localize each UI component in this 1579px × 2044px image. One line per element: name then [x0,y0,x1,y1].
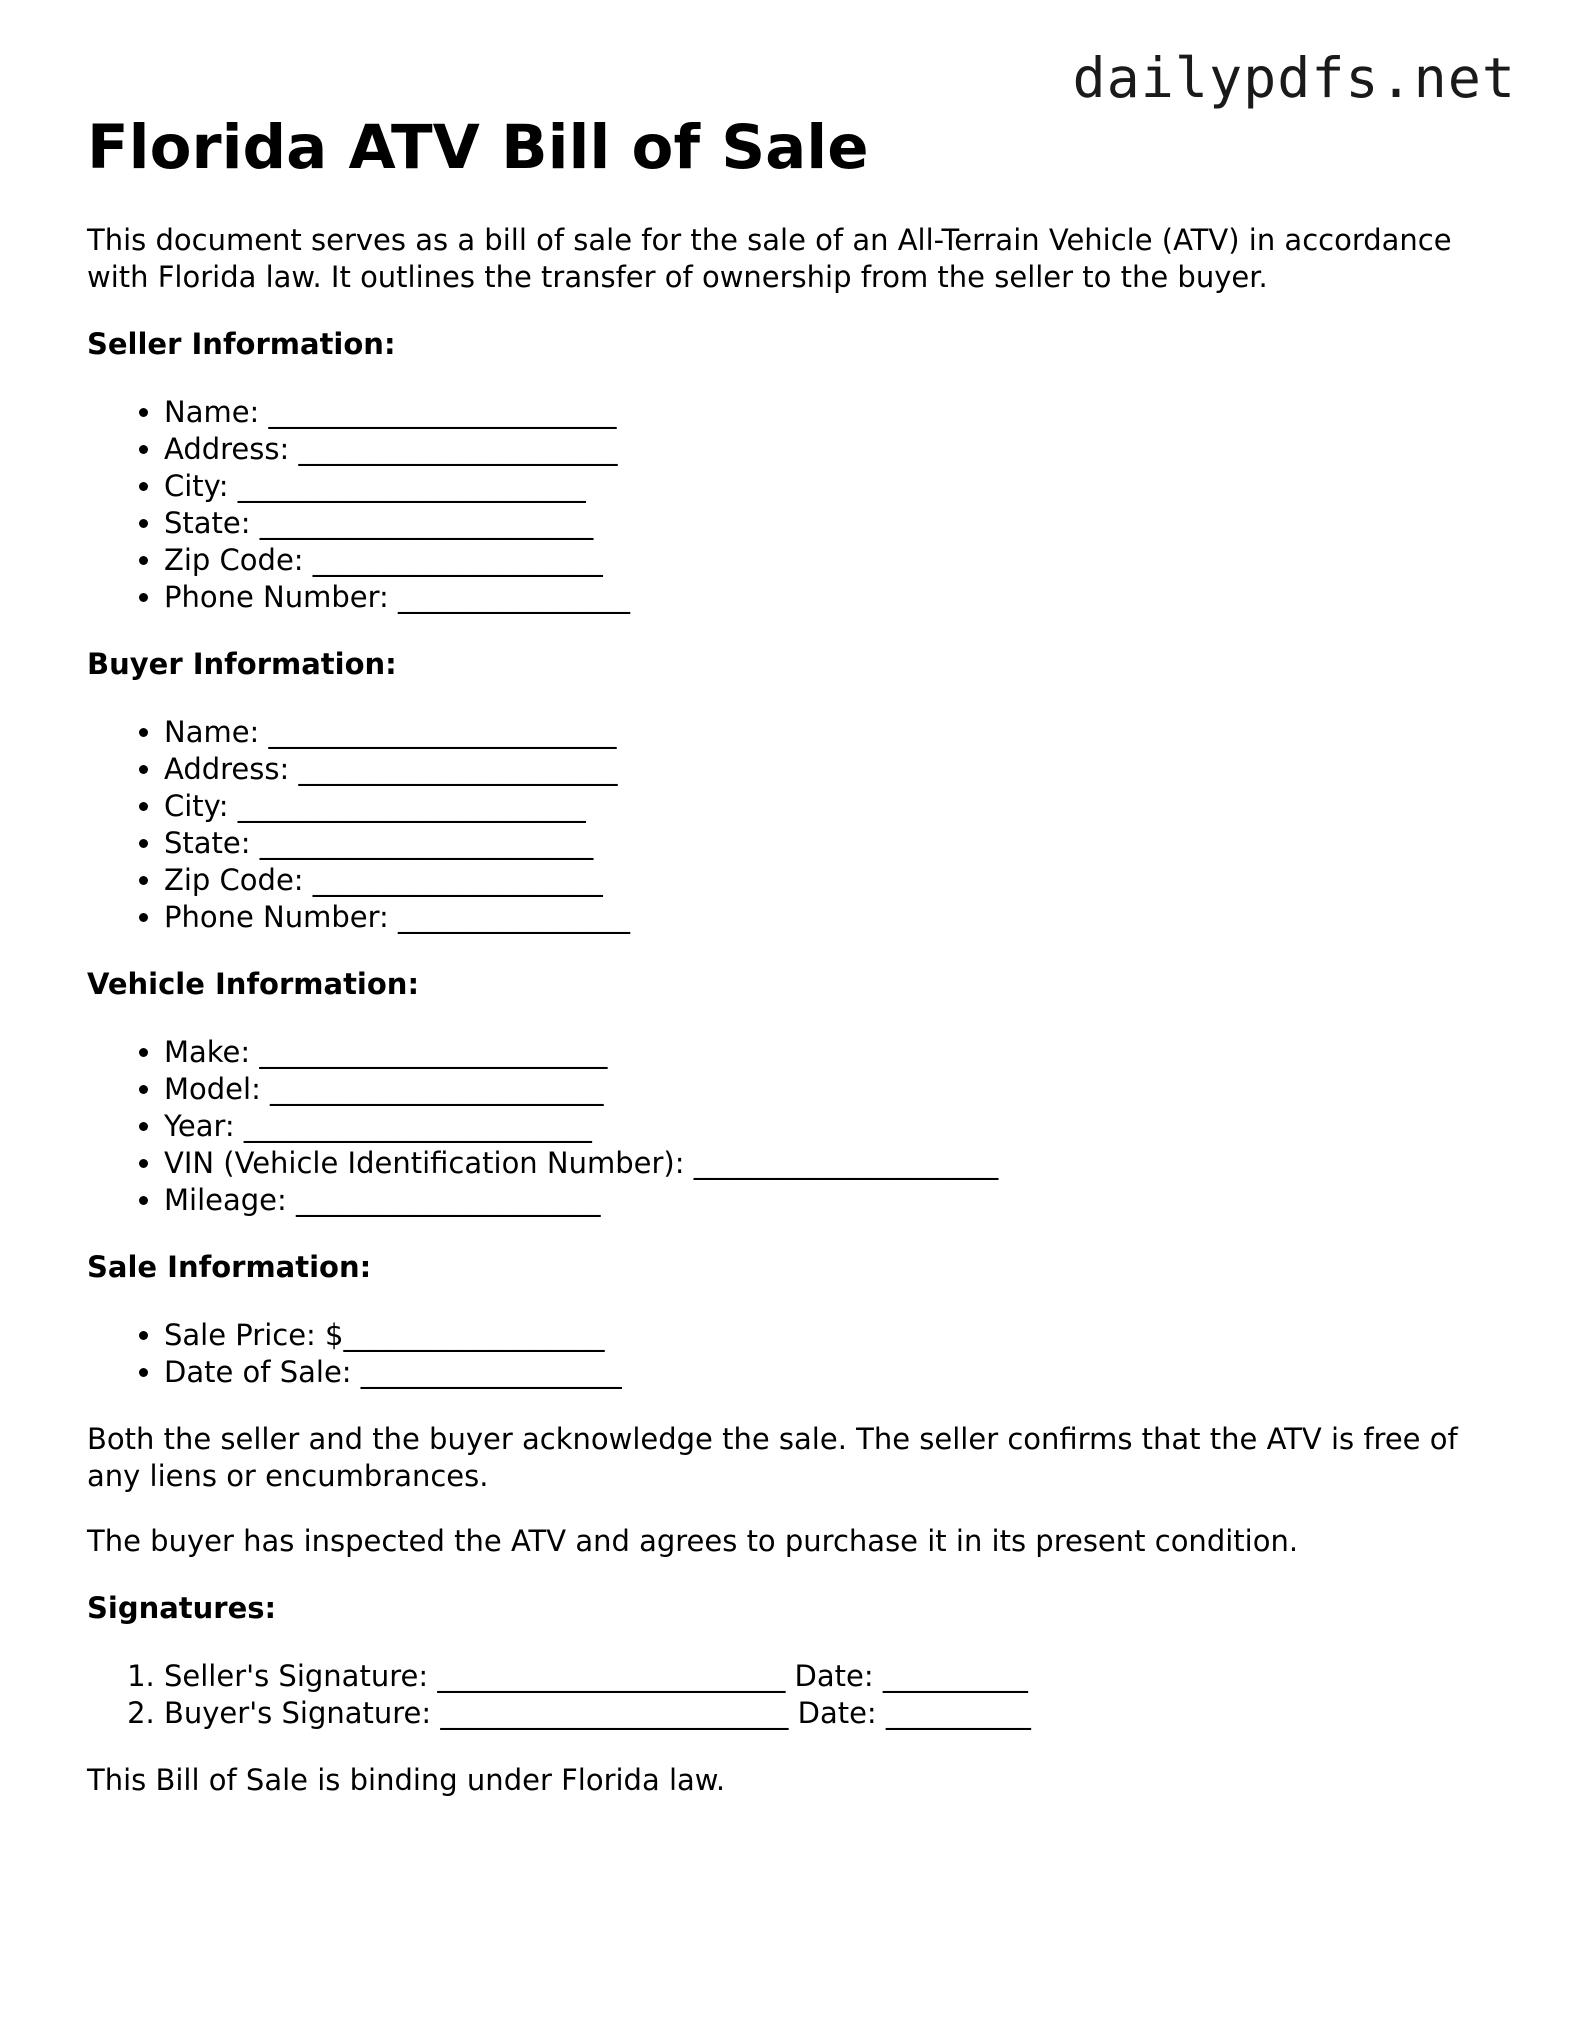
vehicle-year-field[interactable]: • Year: ________________________ [164,1108,1507,1145]
buyer-city-field[interactable]: • City: ________________________ [164,788,1507,825]
vehicle-model-field[interactable]: • Model: _______________________ [164,1071,1507,1108]
buyer-signature-field[interactable]: 2. Buyer's Signature: ________________________ Date: __________ [164,1695,1507,1732]
seller-zip-field[interactable]: • Zip Code: ____________________ [164,542,1507,579]
vehicle-heading: Vehicle Information: [87,967,420,1001]
buyer-zip-field[interactable]: • Zip Code: ____________________ [164,862,1507,899]
sale-date-field[interactable]: • Date of Sale: __________________ [164,1354,1507,1391]
seller-heading: Seller Information: [87,327,396,361]
buyer-phone-field[interactable]: • Phone Number: ________________ [164,899,1507,936]
vehicle-mileage-field[interactable]: • Mileage: _____________________ [164,1182,1507,1219]
vehicle-make-field[interactable]: • Make: ________________________ [164,1034,1507,1071]
vehicle-vin-field[interactable]: • VIN (Vehicle Identification Number): _____________________ [164,1145,1507,1182]
watermark: dailypdfs.net [1072,46,1516,110]
seller-city-field[interactable]: • City: ________________________ [164,468,1507,505]
buyer-heading: Buyer Information: [87,647,397,681]
seller-signature-field[interactable]: 1. Seller's Signature: ________________________ Date: __________ [164,1658,1507,1695]
page-title: Florida ATV Bill of Sale [87,112,869,183]
document-body [87,110,1507,1799]
sale-heading: Sale Information: [87,1250,372,1284]
seller-name-field[interactable]: • Name: ________________________ [164,394,1507,431]
vehicle-list [87,1034,1507,1219]
inspection-paragraph: The buyer has inspected the ATV and agrees to purchase it in its present condition. [87,1524,1299,1558]
signatures-heading: Signatures: [87,1591,277,1625]
acknowledgement-paragraph: Both the seller and the buyer acknowledge the sale. The seller confirms that the ATV is free of any liens or encumbrances. [87,1422,1458,1493]
buyer-address-field[interactable]: • Address: ______________________ [164,751,1507,788]
sale-list [87,1317,1507,1391]
seller-state-field[interactable]: • State: _______________________ [164,505,1507,542]
buyer-state-field[interactable]: • State: _______________________ [164,825,1507,862]
closing-paragraph: This Bill of Sale is binding under Florida law. [87,1763,726,1797]
sale-price-field[interactable]: • Sale Price: $__________________ [164,1317,1507,1354]
buyer-list [87,714,1507,936]
signatures-list [87,1658,1507,1732]
intro-paragraph: This document serves as a bill of sale for the sale of an All-Terrain Vehicle (ATV) in accordance with Florida law. It outlines the transfer of ownership from the seller to the buyer. [87,223,1452,294]
seller-address-field[interactable]: • Address: ______________________ [164,431,1507,468]
seller-list [87,394,1507,616]
seller-phone-field[interactable]: • Phone Number: ________________ [164,579,1507,616]
buyer-name-field[interactable]: • Name: ________________________ [164,714,1507,751]
